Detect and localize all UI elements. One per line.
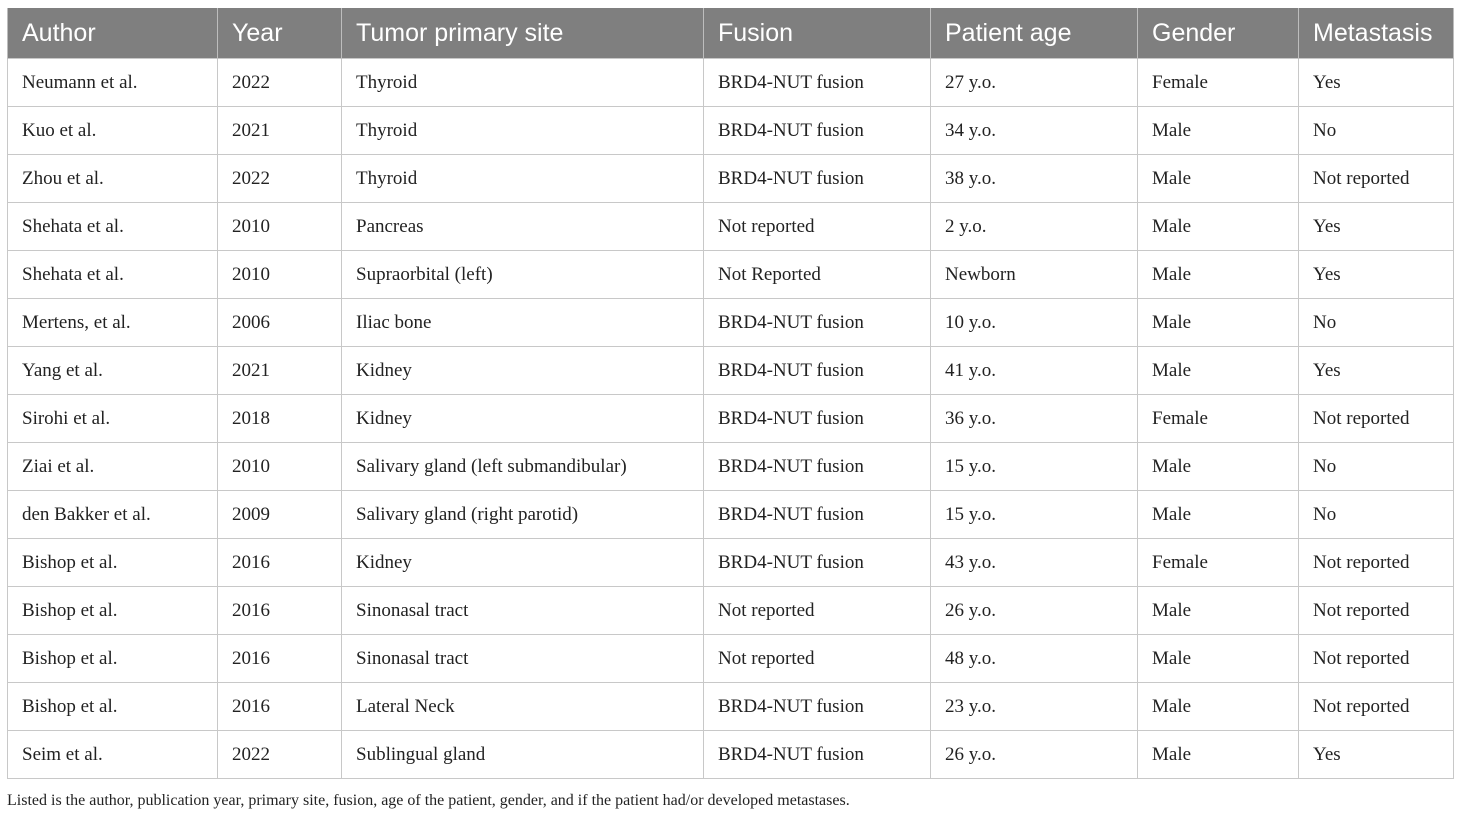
cell-author: Bishop et al. (8, 587, 218, 635)
cell-fusion: BRD4-NUT fusion (704, 155, 931, 203)
table-row (8, 587, 1454, 635)
table-row (8, 491, 1454, 539)
cell-author: Yang et al. (8, 347, 218, 395)
cell-gender: Male (1138, 443, 1299, 491)
cell-fusion: BRD4-NUT fusion (704, 395, 931, 443)
cell-patient-age: 34 y.o. (931, 107, 1138, 155)
cell-patient-age: 23 y.o. (931, 683, 1138, 731)
column-header-fusion: Fusion (704, 8, 931, 59)
cell-tumor-site: Salivary gland (left submandibular) (342, 443, 704, 491)
table-row (8, 731, 1454, 779)
table-header-row (8, 8, 1454, 59)
cell-patient-age: 15 y.o. (931, 443, 1138, 491)
cell-metastasis: No (1299, 491, 1454, 539)
column-header-tumor-site: Tumor primary site (342, 8, 704, 59)
cell-tumor-site: Thyroid (342, 155, 704, 203)
cell-patient-age: 26 y.o. (931, 731, 1138, 779)
cell-fusion: BRD4-NUT fusion (704, 299, 931, 347)
cell-gender: Male (1138, 155, 1299, 203)
cell-year: 2022 (218, 155, 342, 203)
cell-metastasis: Yes (1299, 347, 1454, 395)
cell-fusion: BRD4-NUT fusion (704, 491, 931, 539)
cell-gender: Male (1138, 731, 1299, 779)
cell-year: 2010 (218, 203, 342, 251)
cell-author: Shehata et al. (8, 251, 218, 299)
table-container (7, 8, 1453, 779)
cell-year: 2018 (218, 395, 342, 443)
cell-tumor-site: Thyroid (342, 107, 704, 155)
cell-patient-age: 41 y.o. (931, 347, 1138, 395)
cell-tumor-site: Supraorbital (left) (342, 251, 704, 299)
cell-patient-age: 27 y.o. (931, 59, 1138, 107)
table-row (8, 443, 1454, 491)
table-body (8, 59, 1454, 779)
cell-fusion: Not reported (704, 635, 931, 683)
cell-fusion: BRD4-NUT fusion (704, 683, 931, 731)
cell-fusion: BRD4-NUT fusion (704, 731, 931, 779)
cell-tumor-site: Iliac bone (342, 299, 704, 347)
cell-year: 2009 (218, 491, 342, 539)
cell-metastasis: No (1299, 107, 1454, 155)
cell-patient-age: Newborn (931, 251, 1138, 299)
cell-metastasis: Not reported (1299, 539, 1454, 587)
cell-patient-age: 36 y.o. (931, 395, 1138, 443)
cell-tumor-site: Lateral Neck (342, 683, 704, 731)
cell-fusion: Not reported (704, 203, 931, 251)
cell-year: 2010 (218, 251, 342, 299)
cell-patient-age: 43 y.o. (931, 539, 1138, 587)
column-header-author: Author (8, 8, 218, 59)
table-row (8, 683, 1454, 731)
cell-metastasis: Yes (1299, 203, 1454, 251)
cell-metastasis: Not reported (1299, 683, 1454, 731)
cell-patient-age: 38 y.o. (931, 155, 1138, 203)
cell-fusion: BRD4-NUT fusion (704, 539, 931, 587)
cell-patient-age: 48 y.o. (931, 635, 1138, 683)
cell-author: Ziai et al. (8, 443, 218, 491)
cell-gender: Male (1138, 251, 1299, 299)
cell-gender: Female (1138, 539, 1299, 587)
cell-year: 2016 (218, 635, 342, 683)
table-row (8, 59, 1454, 107)
cell-gender: Male (1138, 491, 1299, 539)
cell-author: Zhou et al. (8, 155, 218, 203)
cell-author: Seim et al. (8, 731, 218, 779)
table-caption: Listed is the author, publication year, primary site, fusion, age of the patient, gender, and if the patient had/or developed metastases. (7, 792, 850, 809)
cell-fusion: Not reported (704, 587, 931, 635)
cell-author: Kuo et al. (8, 107, 218, 155)
cell-fusion: BRD4-NUT fusion (704, 59, 931, 107)
cell-tumor-site: Kidney (342, 395, 704, 443)
cell-tumor-site: Pancreas (342, 203, 704, 251)
cell-tumor-site: Thyroid (342, 59, 704, 107)
cell-fusion: BRD4-NUT fusion (704, 107, 931, 155)
cell-author: Bishop et al. (8, 635, 218, 683)
cell-year: 2021 (218, 107, 342, 155)
cell-tumor-site: Kidney (342, 347, 704, 395)
cell-metastasis: No (1299, 299, 1454, 347)
cell-gender: Male (1138, 107, 1299, 155)
cell-gender: Male (1138, 587, 1299, 635)
cell-tumor-site: Sublingual gland (342, 731, 704, 779)
cell-metastasis: Not reported (1299, 395, 1454, 443)
cell-year: 2016 (218, 587, 342, 635)
table-row (8, 395, 1454, 443)
cell-tumor-site: Salivary gland (right parotid) (342, 491, 704, 539)
cell-year: 2021 (218, 347, 342, 395)
cell-metastasis: Not reported (1299, 635, 1454, 683)
cell-patient-age: 15 y.o. (931, 491, 1138, 539)
cell-year: 2022 (218, 59, 342, 107)
cell-year: 2022 (218, 731, 342, 779)
cell-gender: Female (1138, 59, 1299, 107)
cell-gender: Male (1138, 635, 1299, 683)
cell-fusion: BRD4-NUT fusion (704, 443, 931, 491)
cell-year: 2016 (218, 539, 342, 587)
cell-patient-age: 2 y.o. (931, 203, 1138, 251)
cell-tumor-site: Kidney (342, 539, 704, 587)
column-header-year: Year (218, 8, 342, 59)
table-row (8, 635, 1454, 683)
column-header-gender: Gender (1138, 8, 1299, 59)
table-row (8, 347, 1454, 395)
cell-year: 2010 (218, 443, 342, 491)
cell-gender: Male (1138, 299, 1299, 347)
cell-metastasis: No (1299, 443, 1454, 491)
cell-patient-age: 26 y.o. (931, 587, 1138, 635)
case-table (7, 8, 1454, 779)
cell-author: Bishop et al. (8, 539, 218, 587)
cell-gender: Male (1138, 203, 1299, 251)
cell-year: 2016 (218, 683, 342, 731)
cell-gender: Male (1138, 347, 1299, 395)
cell-tumor-site: Sinonasal tract (342, 635, 704, 683)
cell-metastasis: Yes (1299, 59, 1454, 107)
cell-author: Bishop et al. (8, 683, 218, 731)
cell-fusion: BRD4-NUT fusion (704, 347, 931, 395)
cell-metastasis: Yes (1299, 251, 1454, 299)
cell-gender: Female (1138, 395, 1299, 443)
cell-year: 2006 (218, 299, 342, 347)
cell-metastasis: Yes (1299, 731, 1454, 779)
cell-gender: Male (1138, 683, 1299, 731)
table-row (8, 251, 1454, 299)
cell-author: den Bakker et al. (8, 491, 218, 539)
table-row (8, 107, 1454, 155)
table-row (8, 299, 1454, 347)
cell-tumor-site: Sinonasal tract (342, 587, 704, 635)
cell-author: Sirohi et al. (8, 395, 218, 443)
cell-metastasis: Not reported (1299, 155, 1454, 203)
table-row (8, 203, 1454, 251)
cell-patient-age: 10 y.o. (931, 299, 1138, 347)
cell-author: Mertens, et al. (8, 299, 218, 347)
column-header-patient-age: Patient age (931, 8, 1138, 59)
cell-author: Shehata et al. (8, 203, 218, 251)
column-header-metastasis: Metastasis (1299, 8, 1454, 59)
cell-metastasis: Not reported (1299, 587, 1454, 635)
table-row (8, 155, 1454, 203)
cell-fusion: Not Reported (704, 251, 931, 299)
cell-author: Neumann et al. (8, 59, 218, 107)
table-row (8, 539, 1454, 587)
